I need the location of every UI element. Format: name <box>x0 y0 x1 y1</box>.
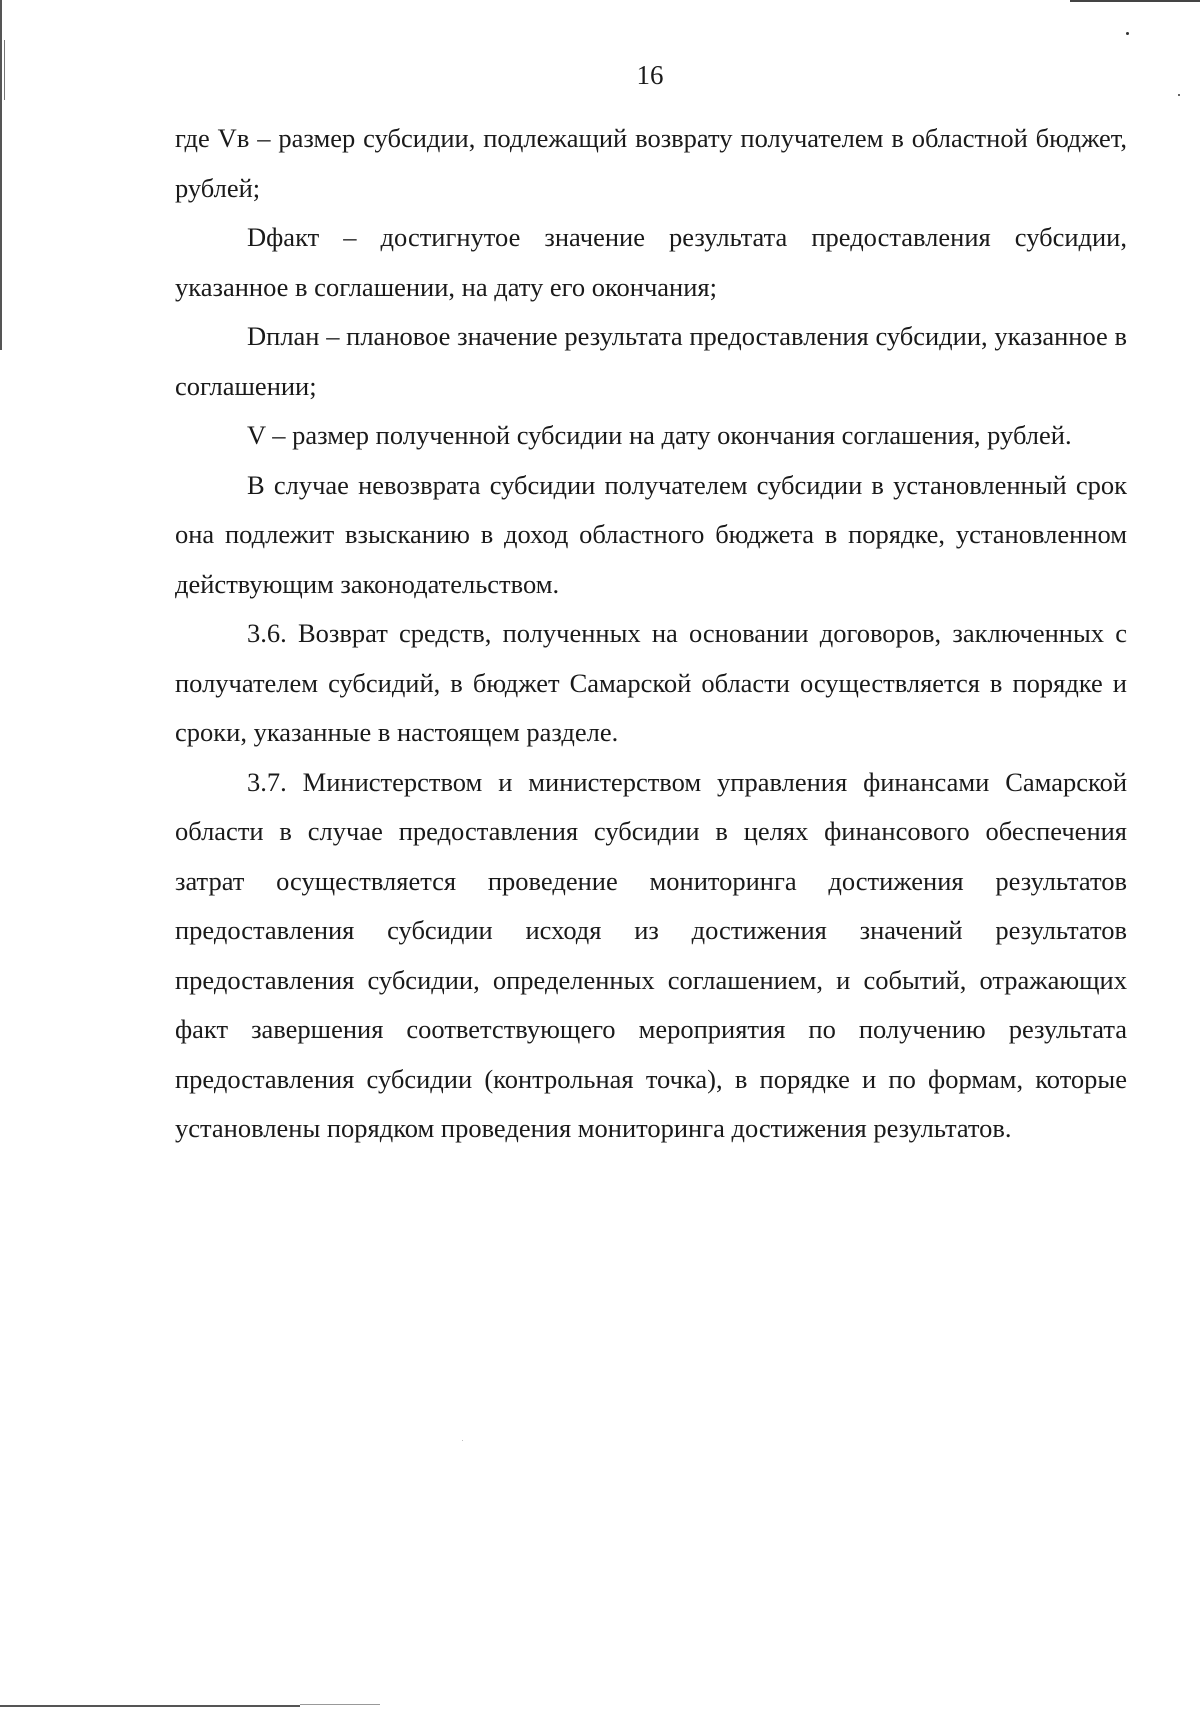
scan-speck <box>1178 94 1180 96</box>
paragraph-clause-3-6: 3.6. Возврат средств, полученных на основании договоров, заключенных с получателем субсидий, в бюджет Самарской области осуществляется в порядке и сроки, указанные в настоящем разделе. <box>175 618 1127 747</box>
scan-top-rule <box>1070 0 1200 2</box>
scan-speck <box>462 1440 463 1441</box>
scan-bottom-rule <box>300 1704 380 1705</box>
paragraph-clause-3-7: 3.7. Министерством и министерством управления финансами Самарской области в случае предоставления субсидии в целях финансового обеспечения затрат осуществляется проведение мониторинга достижения результатов предоставления субсидии исходя из достижения значений результатов предоставления субсидии, определенных соглашением, и событий, отражающих факт завершения соответствующего мероприятия по получению результата предоставления субсидии (контрольная точка), в порядке и по формам, которые установлены порядком проведения мониторинга достижения результатов. <box>175 766 1127 1143</box>
paragraph-non-return: В случае невозврата субсидии получателем субсидии в установленный срок она подлежит взысканию в доход областного бюджета в порядке, установленном действующим законодательством. <box>175 469 1127 599</box>
paragraph-vb-definition: где Vв – размер субсидии, подлежащий возврату получателем в областной бюджет, рублей; <box>175 123 1127 203</box>
paragraph-dfakt-definition: Dфакт – достигнутое значение результата предоставления субсидии, указанное в соглашении, на дату его окончания; <box>175 222 1127 302</box>
page-number: 16 <box>636 60 664 90</box>
scan-edge-line <box>0 0 2 350</box>
scan-speck <box>1126 32 1129 35</box>
scan-bottom-rule <box>0 1705 300 1707</box>
paragraph-v-definition: V – размер полученной субсидии на дату окончания соглашения, рублей. <box>247 420 1072 450</box>
document-body <box>175 114 1127 1154</box>
paragraph-dplan-definition: Dплан – плановое значение результата предоставления субсидии, указанное в соглашении; <box>175 321 1127 401</box>
